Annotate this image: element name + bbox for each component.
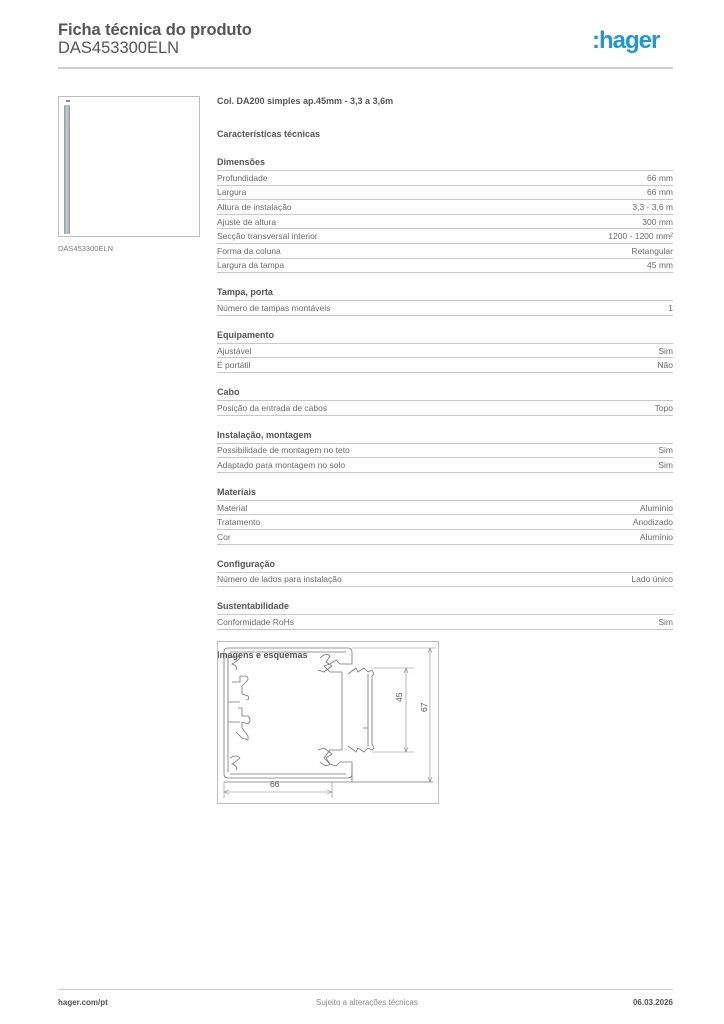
spec-value: Sim <box>658 459 673 470</box>
spec-section <box>217 430 673 473</box>
spec-section <box>217 601 673 630</box>
spec-label: Material <box>217 502 248 513</box>
website-link[interactable]: hager.com/pt <box>58 998 108 1007</box>
spec-value: 300 mm <box>642 216 673 227</box>
spec-value: Retangular <box>631 245 673 256</box>
section-title: Tampa, porta <box>217 287 673 301</box>
spec-label: Largura da tampa <box>217 260 285 271</box>
spec-section <box>217 387 673 416</box>
spec-content <box>217 96 673 660</box>
spec-label: Cor <box>217 531 231 542</box>
spec-label: Ajuste de altura <box>217 216 277 227</box>
spec-label: Largura <box>217 187 247 198</box>
spec-row <box>217 344 673 359</box>
column-image <box>64 105 70 234</box>
cover-dimension-label: 45 <box>394 692 404 702</box>
spec-row <box>217 530 673 545</box>
spec-row <box>217 301 673 316</box>
spec-value: 1200 - 1200 mm² <box>608 231 673 242</box>
spec-section <box>217 559 673 588</box>
spec-row <box>217 401 673 416</box>
spec-value: Sim <box>658 445 673 456</box>
spec-row <box>217 501 673 516</box>
spec-label: Número de lados para instalação <box>217 574 342 585</box>
spec-value: Não <box>657 360 673 371</box>
spec-row <box>217 215 673 230</box>
hager-logo: :hager <box>592 27 660 54</box>
section-title: Sustentabilidade <box>217 601 673 615</box>
spec-label: Posição da entrada de cabos <box>217 402 328 413</box>
spec-label: Conformidade RoHs <box>217 616 295 627</box>
section-title: Materiais <box>217 487 673 501</box>
spec-value: 66 mm <box>647 172 673 183</box>
spec-label: Profundidade <box>217 172 268 183</box>
spec-section <box>217 157 673 273</box>
spec-label: Altura de instalação <box>217 201 292 212</box>
spec-value: Sim <box>658 616 673 627</box>
technical-notice: Sujeito a alterações técnicas <box>316 998 418 1007</box>
spec-row <box>217 515 673 530</box>
spec-row <box>217 358 673 373</box>
product-name: Col. DA200 simples ap.45mm - 3,3 a 3,6m <box>217 96 394 106</box>
width-dimension-label: 66 <box>270 779 280 789</box>
spec-row <box>217 200 673 215</box>
height-dimension-label: 67 <box>419 702 429 712</box>
thumbnail-caption: DAS453300ELN <box>58 244 114 253</box>
spec-label: Ajustável <box>217 345 252 356</box>
spec-value: 1 <box>668 302 673 313</box>
spec-label: Possibilidade de montagem no teto <box>217 445 350 456</box>
spec-value: Topo <box>654 402 673 413</box>
spec-value: Lado único <box>631 574 673 585</box>
spec-label: Forma da coluna <box>217 245 281 256</box>
section-title: Configuração <box>217 559 673 573</box>
section-title: Cabo <box>217 387 673 401</box>
section-title: Dimensões <box>217 157 673 171</box>
spec-value: Alumínio <box>639 502 673 513</box>
spec-section <box>217 330 673 373</box>
footer-divider <box>58 989 673 990</box>
spec-section <box>217 287 673 316</box>
spec-label: Tratamento <box>217 517 261 528</box>
profile-schematic-icon <box>218 642 438 803</box>
images-title: Imagens e esquemas <box>217 649 308 660</box>
spec-label: Secção transversal interior <box>217 231 318 242</box>
spec-row <box>217 573 673 588</box>
spec-value: Anodizado <box>632 517 673 528</box>
spec-row <box>217 186 673 201</box>
spec-label: É portátil <box>217 360 251 371</box>
section-title: Equipamento <box>217 330 673 344</box>
spec-row <box>217 615 673 630</box>
spec-value: 66 mm <box>647 187 673 198</box>
spec-row <box>217 229 673 244</box>
spec-value: Sim <box>658 345 673 356</box>
characteristics-title: Características técnicas <box>217 129 321 139</box>
spec-value: 3,3 - 3,6 m <box>632 201 673 212</box>
spec-row <box>217 444 673 459</box>
spec-section <box>217 487 673 545</box>
document-date: 06.03.2026 <box>632 998 673 1007</box>
spec-value: Alumínio <box>639 531 673 542</box>
section-title: Instalação, montagem <box>217 430 673 444</box>
document-title: Ficha técnica do produto <box>58 21 252 39</box>
product-thumbnail <box>58 96 200 237</box>
column-cap-icon <box>66 100 70 102</box>
spec-row <box>217 244 673 259</box>
header-divider <box>58 67 673 69</box>
spec-row <box>217 458 673 473</box>
spec-label: Adaptado para montagem no solo <box>217 459 346 470</box>
spec-row <box>217 171 673 186</box>
spec-row <box>217 259 673 274</box>
product-code: DAS453300ELN <box>58 39 180 57</box>
spec-label: Número de tampas montáveis <box>217 302 331 313</box>
spec-value: 45 mm <box>647 260 673 271</box>
cross-section-drawing <box>217 641 439 804</box>
